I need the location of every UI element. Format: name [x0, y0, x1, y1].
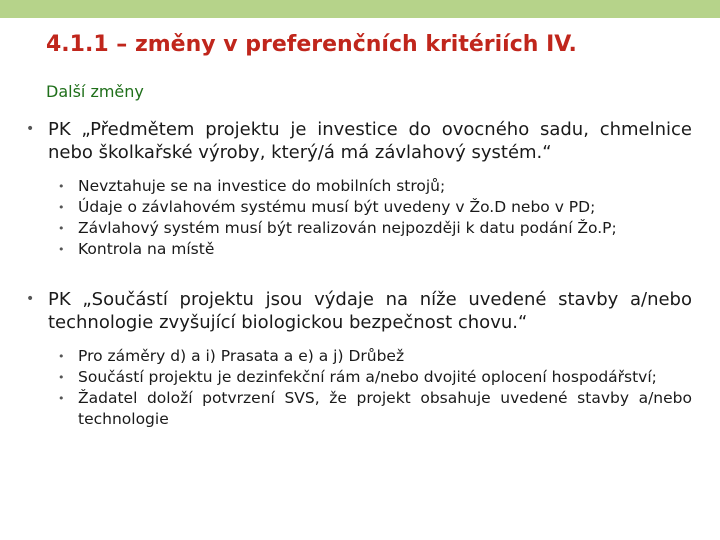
sub-bullet-item: [22, 197, 692, 218]
bullet-item: [22, 288, 692, 334]
slide-title: 4.1.1 – změny v preferenčních kritériích IV.: [46, 32, 577, 57]
sub-bullet-list: [22, 176, 692, 260]
bullet-item: [22, 118, 692, 164]
sub-bullet-item: [22, 239, 692, 260]
sub-bullet-dot-icon: •: [58, 222, 65, 235]
sub-bullet-dot-icon: •: [58, 180, 65, 193]
sub-bullet-list: [22, 346, 692, 430]
slide-subtitle: Další změny: [46, 82, 144, 101]
sub-bullet-item: [22, 346, 692, 367]
bullet-dot-icon: •: [26, 121, 35, 137]
top-band: [0, 0, 720, 18]
sub-bullet-dot-icon: •: [58, 392, 65, 405]
sub-bullet-dot-icon: •: [58, 201, 65, 214]
sub-bullet-dot-icon: •: [58, 350, 65, 363]
sub-bullet-text: Žadatel doloží potvrzení SVS, že projekt obsahuje uvedené stavby a/nebo technologie: [78, 389, 692, 428]
sub-bullet-item: [22, 367, 692, 388]
slide-content: [22, 118, 692, 430]
bullet-group-1: [22, 118, 692, 260]
sub-bullet-item: [22, 218, 692, 239]
sub-bullet-text: Nevztahuje se na investice do mobilních strojů;: [78, 177, 446, 195]
bullet-text: PK „Součástí projektu jsou výdaje na níže uvedené stavby a/nebo technologie zvyšující biologickou bezpečnost chovu.“: [48, 289, 692, 333]
sub-bullet-text: Součástí projektu je dezinfekční rám a/nebo dvojité oplocení hospodářství;: [78, 368, 657, 386]
sub-bullet-dot-icon: •: [58, 243, 65, 256]
sub-bullet-item: [22, 388, 692, 430]
sub-bullet-text: Závlahový systém musí být realizován nejpozději k datu podání Žo.P;: [78, 219, 617, 237]
sub-bullet-text: Kontrola na místě: [78, 240, 215, 258]
sub-bullet-dot-icon: •: [58, 371, 65, 384]
bullet-dot-icon: •: [26, 291, 35, 307]
bullet-group-2: [22, 288, 692, 430]
sub-bullet-text: Údaje o závlahovém systému musí být uvedeny v Žo.D nebo v PD;: [78, 198, 596, 216]
sub-bullet-text: Pro záměry d) a i) Prasata a e) a j) Drůbež: [78, 347, 405, 365]
sub-bullet-item: [22, 176, 692, 197]
bullet-text: PK „Předmětem projektu je investice do ovocného sadu, chmelnice nebo školkařské výroby, který/á má závlahový systém.“: [48, 119, 692, 163]
